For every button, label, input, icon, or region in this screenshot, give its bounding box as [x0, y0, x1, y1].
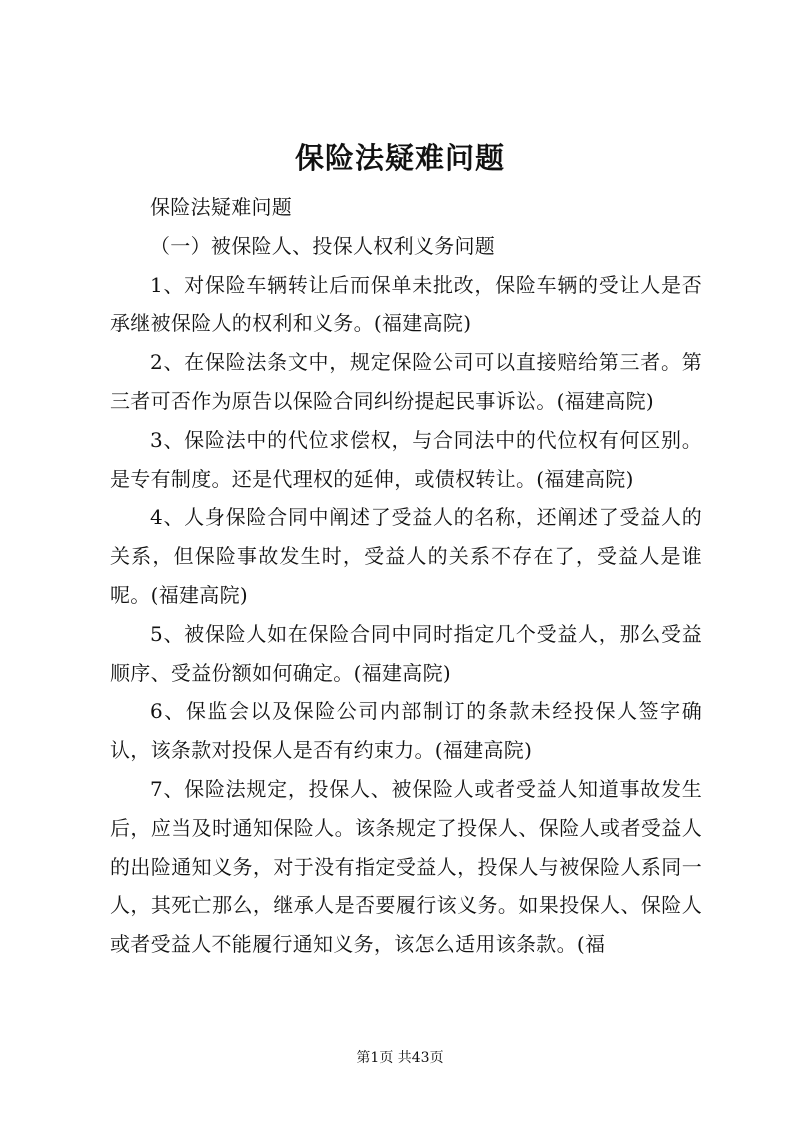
- paragraph-question-6: 6、保监会以及保险公司内部制订的条款未经投保人签字确认，该条款对投保人是否有约束力。(福建高院): [110, 699, 702, 763]
- paragraph-question-1: 1、对保险车辆转让后而保单未批改，保险车辆的受让人是否承继被保险人的权利和义务。(福建高院): [110, 272, 702, 336]
- paragraph-question-5: 5、被保险人如在保险合同中同时指定几个受益人，那么受益顺序、受益份额如何确定。(福建高院): [110, 621, 702, 685]
- paragraph-question-3: 3、保险法中的代位求偿权，与合同法中的代位权有何区别。是专有制度。还是代理权的延伸，或债权转让。(福建高院): [110, 427, 702, 491]
- paragraph-question-7: 7、保险法规定，投保人、被保险人或者受益人知道事故发生后，应当及时通知保险人。该条规定了投保人、保险人或者受益人的出险通知义务，对于没有指定受益人，投保人与被保险人系同一人，其死亡那么，继承人是否要履行该义务。如果投保人、保险人或者受益人不能履行通知义务，该怎么适用该条款。(福: [110, 776, 702, 957]
- paragraph-question-4: 4、人身保险合同中阐述了受益人的名称，还阐述了受益人的关系，但保险事故发生时，受益人的关系不存在了，受益人是谁呢。(福建高院): [110, 505, 702, 607]
- paragraph-subtitle: 保险法疑难问题: [150, 195, 293, 219]
- page-footer: 第1页 共43页: [356, 1050, 444, 1066]
- document-body: [110, 188, 702, 964]
- paragraph-section-heading: （一）被保险人、投保人权利义务问题: [150, 233, 496, 258]
- document-title: 保险法疑难问题: [294, 141, 505, 175]
- paragraph-question-2: 2、在保险法条文中，规定保险公司可以直接赔给第三者。第三者可否作为原告以保险合同纠纷提起民事诉讼。(福建高院): [110, 350, 702, 413]
